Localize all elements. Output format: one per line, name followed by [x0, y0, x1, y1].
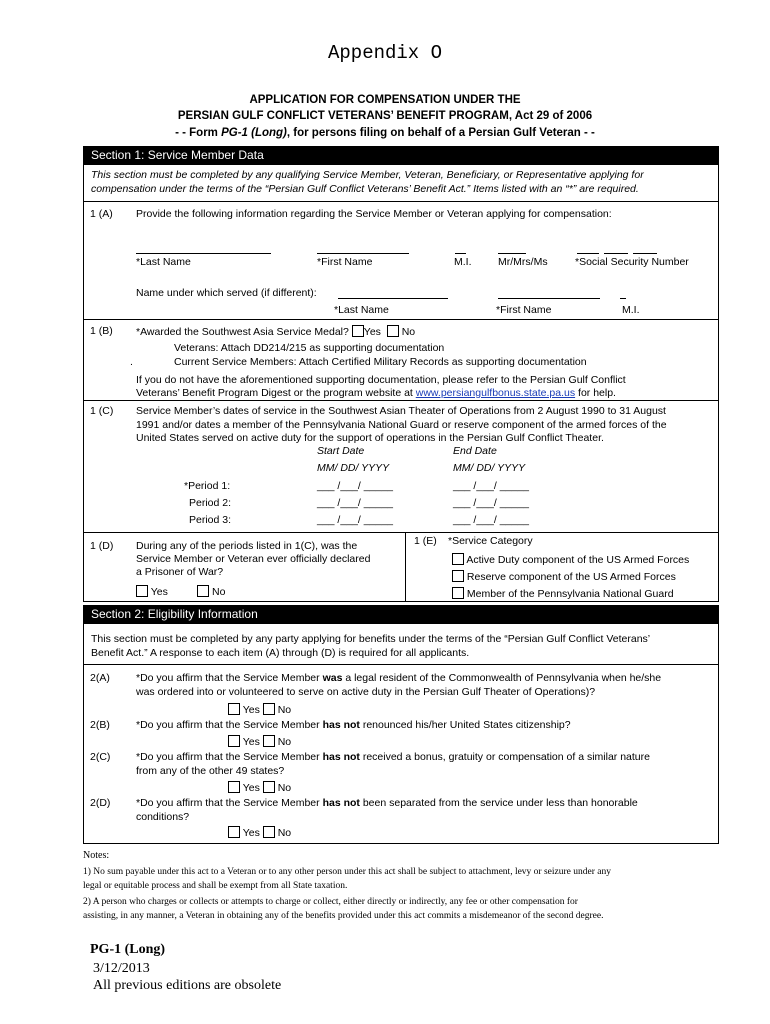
divider	[83, 319, 719, 320]
pow-question-3: a Prisoner of War?	[136, 566, 224, 578]
footer-form-id: PG-1 (Long)	[90, 942, 166, 957]
item-1a-text: Provide the following information regarding the Service Member or Veteran applying for compensation:	[136, 208, 612, 220]
item-1e-number: 1 (E)	[414, 535, 437, 547]
item-2d-options: Yes No	[228, 826, 291, 839]
documentation-note-1: If you do not have the aforementioned supporting documentation, please refer to the Persian Gulf Conflict	[136, 374, 626, 386]
item-1c-text-3: United States served on active duty for the support of operations in the Persian Gulf Conflict Theater.	[136, 432, 604, 444]
period-3-start-field[interactable]: ___ /___/ _____	[317, 514, 393, 526]
served-mi-field[interactable]	[620, 298, 626, 299]
last-name-field[interactable]	[136, 253, 271, 254]
note-2-line-1: 2) A person who charges or collects or attempts to charge or collect, either directly or indirectly, any fee or other compensation for	[83, 897, 578, 907]
start-date-format: MM/ DD/ YYYY	[317, 462, 390, 474]
item-1c-text-1: Service Member’s dates of service in the Southwest Asian Theater of Operations from 2 August 1990 to 31 August	[136, 405, 666, 417]
item-1d-number: 1 (D)	[90, 540, 114, 552]
item-2d-question-2: conditions?	[136, 811, 190, 823]
veterans-attach-note: Veterans: Attach DD214/215 as supporting documentation	[174, 342, 445, 354]
reserve-checkbox[interactable]	[452, 570, 464, 582]
served-last-name-field[interactable]	[338, 298, 448, 299]
note-1-line-2: legal or equitable process and shall be exempt from all State taxation.	[83, 881, 348, 891]
ssn-field-part-3[interactable]	[633, 253, 657, 254]
column-divider	[405, 532, 406, 602]
item-2a-number: 2(A)	[90, 672, 110, 684]
bullet-dot: .	[130, 356, 133, 368]
2b-yes-checkbox[interactable]	[228, 735, 240, 747]
period-2-start-field[interactable]: ___ /___/ _____	[317, 497, 393, 509]
item-2c-question-2: from any of the other 49 states?	[136, 765, 285, 777]
item-1b-number: 1 (B)	[90, 325, 113, 337]
item-2c-question: *Do you affirm that the Service Member has not received a bonus, gratuity or compensation of a similar nature	[136, 751, 650, 763]
item-2d-question: *Do you affirm that the Service Member has not been separated from the service under less than honorable	[136, 797, 638, 809]
item-2b-question: *Do you affirm that the Service Member has not renounced his/her United States citizenship?	[136, 719, 571, 731]
divider	[83, 201, 719, 202]
pow-no-checkbox[interactable]	[197, 585, 209, 597]
2d-yes-checkbox[interactable]	[228, 826, 240, 838]
served-first-name-label: *First Name	[496, 304, 552, 316]
2c-yes-checkbox[interactable]	[228, 781, 240, 793]
item-2d-number: 2(D)	[90, 797, 111, 809]
period-2-label: Period 2:	[189, 497, 232, 509]
last-name-label: *Last Name	[136, 256, 191, 268]
2c-no-checkbox[interactable]	[263, 781, 275, 793]
section-2-intro-2: Benefit Act.” A response to each item (A) through (D) is required for all applicants.	[91, 647, 470, 659]
period-2-end-field[interactable]: ___ /___/ _____	[453, 497, 529, 509]
served-mi-label: M.I.	[622, 304, 640, 316]
section-1-header: Section 1: Service Member Data	[83, 146, 719, 164]
service-category-reserve: Reserve component of the US Armed Forces	[452, 570, 676, 583]
first-name-field[interactable]	[317, 253, 409, 254]
no-label: No	[211, 586, 226, 598]
title-field[interactable]	[498, 253, 526, 254]
current-members-attach-note: Current Service Members: Attach Certified Military Records as supporting documentation	[174, 356, 587, 368]
appendix-label: Appendix O	[327, 42, 443, 64]
period-1-start-field[interactable]: ___ /___/ _____	[317, 480, 393, 492]
served-name-label: Name under which served (if different):	[136, 287, 317, 299]
program-website-link[interactable]: www.persiangulfbonus.state.pa.us	[415, 387, 576, 399]
note-1-line-1: 1) No sum payable under this act to a Veteran or to any other person under this act shall be subject to attachment, levy or seizure under any	[83, 867, 611, 877]
section-1-intro-2: compensation under the terms of the “Persian Gulf Conflict Veterans’ Benefit Act.” Items listed with an “*” are required.	[91, 183, 639, 195]
item-2c-number: 2(C)	[90, 751, 111, 763]
divider	[83, 532, 719, 533]
footer-obsolete-note: All previous editions are obsolete	[93, 978, 282, 993]
form-title-line-2: PERSIAN GULF CONFLICT VETERANS’ BENEFIT PROGRAM, Act 29 of 2006	[177, 110, 593, 122]
mi-label: M.I.	[454, 256, 472, 268]
served-last-name-label: *Last Name	[334, 304, 389, 316]
2b-no-checkbox[interactable]	[263, 735, 275, 747]
start-date-header: Start Date	[317, 445, 365, 457]
period-1-label: *Period 1:	[184, 480, 231, 492]
notes-label: Notes:	[83, 850, 110, 861]
served-first-name-field[interactable]	[498, 298, 600, 299]
ssn-field-part-1[interactable]	[577, 253, 599, 254]
end-date-header: End Date	[453, 445, 497, 457]
active-duty-checkbox[interactable]	[452, 553, 464, 565]
period-1-end-field[interactable]: ___ /___/ _____	[453, 480, 529, 492]
ssn-label: *Social Security Number	[575, 256, 689, 268]
2a-yes-checkbox[interactable]	[228, 703, 240, 715]
ssn-field-part-2[interactable]	[604, 253, 628, 254]
form-title-line-1: APPLICATION FOR COMPENSATION UNDER THE	[249, 94, 521, 106]
documentation-note-2: Veterans’ Benefit Program Digest or the program website at www.persiangulfbonus.state.pa.us for help.	[136, 387, 616, 399]
divider	[83, 664, 719, 665]
form-title-line-3: - - Form PG-1 (Long), for persons filing on behalf of a Persian Gulf Veteran - -	[175, 127, 595, 139]
section-2-header: Section 2: Eligibility Information	[83, 605, 719, 623]
footer-date: 3/12/2013	[93, 961, 150, 976]
service-category-active: Active Duty component of the US Armed Forces	[452, 553, 689, 566]
medal-no-checkbox[interactable]	[387, 325, 399, 337]
divider	[83, 400, 719, 401]
title-label: Mr/Mrs/Ms	[498, 256, 548, 268]
item-2b-number: 2(B)	[90, 719, 110, 731]
period-3-end-field[interactable]: ___ /___/ _____	[453, 514, 529, 526]
yes-label: Yes	[363, 326, 381, 338]
medal-yes-checkbox[interactable]	[352, 325, 364, 337]
2a-no-checkbox[interactable]	[263, 703, 275, 715]
section-1-intro-1: This section must be completed by any qualifying Service Member, Veteran, Beneficiary, or Representative applying for	[91, 169, 644, 181]
item-2b-options: Yes No	[228, 735, 291, 748]
pow-question-2: Service Member or Veteran ever officially declared	[136, 553, 371, 565]
yes-label: Yes	[150, 586, 168, 598]
mi-field[interactable]	[455, 253, 466, 254]
pow-yes-checkbox[interactable]	[136, 585, 148, 597]
medal-question: *Awarded the Southwest Asia Service Medal? Yes No	[136, 326, 416, 338]
item-2a-question-2: was ordered into or volunteered to serve on active duty in the Persian Gulf Theater of Operations)?	[136, 686, 596, 698]
pow-question-1: During any of the periods listed in 1(C), was the	[136, 540, 358, 552]
first-name-label: *First Name	[317, 256, 373, 268]
note-2-line-2: assisting, in any manner, a Veteran in obtaining any of the benefits provided under this act commits a misdemeanor of the second degree.	[83, 911, 604, 921]
item-2a-options: Yes No	[228, 703, 291, 716]
section-2-intro-1: This section must be completed by any party applying for benefits under the terms of the “Persian Gulf Conflict Veterans’	[91, 633, 651, 645]
period-3-label: Period 3:	[189, 514, 232, 526]
service-category-guard: Member of the Pennsylvania National Guard	[452, 587, 674, 600]
no-label: No	[401, 326, 416, 338]
end-date-format: MM/ DD/ YYYY	[453, 462, 526, 474]
national-guard-checkbox[interactable]	[452, 587, 464, 599]
2d-no-checkbox[interactable]	[263, 826, 275, 838]
service-category-label: *Service Category	[448, 535, 533, 547]
item-2a-question: *Do you affirm that the Service Member was a legal resident of the Commonwealth of Pennsylvania when he/she	[136, 672, 662, 684]
item-1c-number: 1 (C)	[90, 405, 114, 417]
item-1c-text-2: 1991 and/or dates a member of the Pennsylvania National Guard or reserve component of the armed forces of the	[136, 419, 667, 431]
item-2c-options: Yes No	[228, 781, 291, 794]
pow-options	[136, 585, 225, 598]
item-1a-number: 1 (A)	[90, 208, 113, 220]
